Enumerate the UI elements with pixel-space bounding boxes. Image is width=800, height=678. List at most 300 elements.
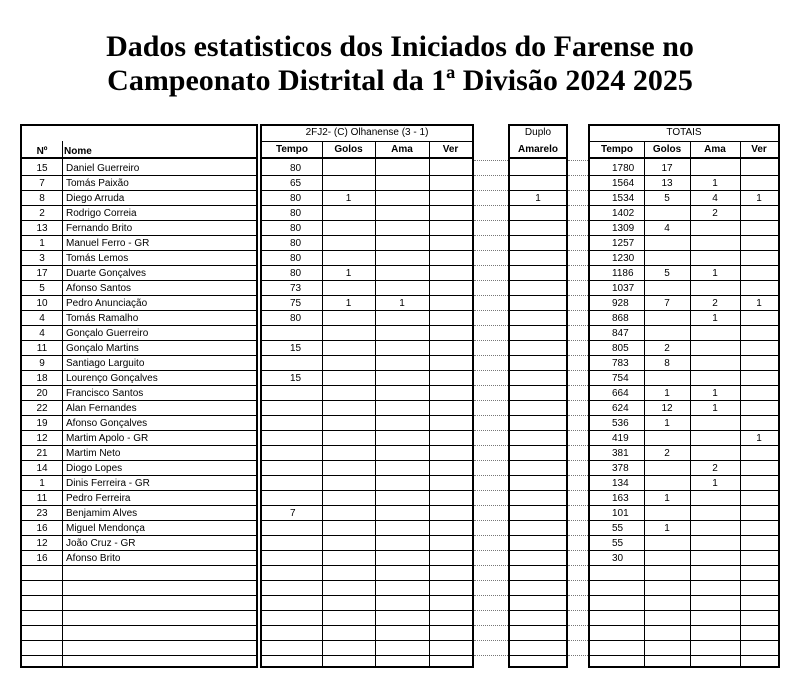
totais-col-header: Ver [751, 144, 767, 155]
totais-tempo-cell: 30 [612, 553, 624, 564]
table-row [510, 416, 566, 431]
game-col-header: Ama [391, 144, 413, 155]
table-row [590, 266, 778, 281]
table-row [590, 341, 778, 356]
totais-tempo-cell: 1564 [612, 178, 635, 189]
table-row [262, 371, 472, 386]
game-golos-cell: 1 [345, 298, 352, 309]
duplo-amarelo-cell: 1 [535, 193, 541, 204]
player-number: 7 [39, 178, 45, 189]
row-divider [510, 640, 566, 641]
player-name: Lourenço Gonçalves [66, 373, 158, 384]
table-row [590, 191, 778, 206]
row-connector [568, 160, 588, 161]
row-connector [568, 490, 588, 491]
totais-ama-cell: 4 [712, 193, 718, 204]
game-ama-cell: 1 [399, 298, 405, 309]
row-connector [474, 250, 508, 251]
player-number: 1 [39, 238, 45, 249]
totais-golos-cell: 13 [661, 178, 673, 189]
table-row [22, 341, 256, 356]
table-row [262, 266, 472, 281]
table-row [590, 461, 778, 476]
table-row [590, 521, 778, 536]
game-tempo-cell: 65 [290, 178, 302, 189]
totais-ama-cell: 1 [712, 388, 718, 399]
table-row [590, 311, 778, 326]
table-row [22, 266, 256, 281]
table-row [510, 551, 566, 566]
totais-tempo-cell: 536 [612, 418, 629, 429]
row-connector [568, 190, 588, 191]
row-divider [590, 625, 778, 626]
player-number: 9 [39, 358, 45, 369]
row-divider [262, 595, 472, 596]
player-number: 8 [39, 193, 45, 204]
table-row [590, 371, 778, 386]
row-divider [510, 610, 566, 611]
totais-tempo-cell: 134 [612, 478, 629, 489]
table-row [22, 551, 256, 566]
player-name: Tomás Ramalho [66, 313, 139, 324]
row-connector [568, 550, 588, 551]
page-title [0, 30, 800, 98]
player-number: 17 [36, 268, 48, 279]
player-number: 22 [36, 403, 48, 414]
row-divider [590, 640, 778, 641]
table-row [22, 401, 256, 416]
totais-tempo-cell: 101 [612, 508, 629, 519]
totais-tempo-cell: 1037 [612, 283, 635, 294]
table-row [22, 416, 256, 431]
totais-ama-cell: 1 [712, 478, 718, 489]
row-divider [510, 655, 566, 656]
row-connector [474, 490, 508, 491]
table-row [22, 371, 256, 386]
row-connector [568, 265, 588, 266]
row-divider [262, 655, 472, 656]
table-row [590, 206, 778, 221]
table-row [510, 341, 566, 356]
totais-ver-cell: 1 [756, 298, 762, 309]
row-connector [474, 610, 508, 611]
table-row [262, 326, 472, 341]
player-name: Santiago Larguito [66, 358, 145, 369]
game-tempo-cell: 80 [290, 238, 302, 249]
table-row [510, 461, 566, 476]
table-row [262, 536, 472, 551]
table-row [510, 266, 566, 281]
player-number: 16 [36, 553, 48, 564]
table-row [262, 476, 472, 491]
table-row [510, 236, 566, 251]
table-row [590, 491, 778, 506]
table-row [590, 176, 778, 191]
table-row [590, 431, 778, 446]
game-tempo-cell: 75 [290, 298, 302, 309]
game-tempo-cell: 15 [290, 373, 302, 384]
row-connector [474, 310, 508, 311]
table-row [590, 281, 778, 296]
table-row [22, 491, 256, 506]
table-row [262, 206, 472, 221]
table-row [510, 326, 566, 341]
row-divider [262, 610, 472, 611]
table-row [590, 506, 778, 521]
row-divider [262, 640, 472, 641]
row-connector [568, 460, 588, 461]
player-number: 3 [39, 253, 45, 264]
table-row [510, 536, 566, 551]
row-connector [568, 565, 588, 566]
totais-golos-cell: 1 [664, 493, 670, 504]
table-row [262, 521, 472, 536]
game-tempo-cell: 15 [290, 343, 302, 354]
row-connector [568, 430, 588, 431]
row-connector [568, 340, 588, 341]
row-connector [474, 280, 508, 281]
game-tempo-cell: 73 [290, 283, 302, 294]
player-name: Benjamim Alves [66, 508, 138, 519]
table-row [22, 326, 256, 341]
table-row [590, 356, 778, 371]
table-row [262, 491, 472, 506]
totais-tempo-cell: 378 [612, 463, 629, 474]
totais-tempo-cell: 1186 [612, 268, 634, 279]
totais-ama-cell: 1 [712, 403, 718, 414]
player-name: Tomás Paixão [66, 178, 129, 189]
totais-table [588, 124, 780, 668]
table-row [22, 386, 256, 401]
row-connector [568, 250, 588, 251]
table-row [22, 161, 256, 176]
row-divider [510, 580, 566, 581]
title-line-1: Dados estatisticos dos Iniciados do Farense no [106, 30, 694, 63]
row-divider [22, 640, 256, 641]
totais-golos-cell: 8 [664, 358, 670, 369]
totais-golos-cell: 4 [664, 223, 670, 234]
player-number: 14 [36, 463, 48, 474]
row-connector [568, 640, 588, 641]
table-row [590, 161, 778, 176]
row-connector [568, 625, 588, 626]
totais-col-header: Tempo [600, 144, 634, 155]
row-connector [568, 235, 588, 236]
table-row [590, 221, 778, 236]
table-row [262, 176, 472, 191]
player-number: 12 [36, 433, 48, 444]
player-name: Martim Apolo - GR [66, 433, 149, 444]
row-connector [568, 535, 588, 536]
player-name: Gonçalo Martins [66, 343, 139, 354]
totais-tempo-cell: 419 [612, 433, 629, 444]
totais-golos-cell: 17 [661, 163, 673, 174]
totais-golos-cell: 1 [664, 418, 670, 429]
totais-golos-cell: 5 [664, 268, 670, 279]
player-number: 5 [39, 283, 45, 294]
table-row [510, 296, 566, 311]
game-tempo-cell: 80 [290, 313, 302, 324]
table-row [262, 431, 472, 446]
table-row [510, 161, 566, 176]
player-name: Alan Fernandes [66, 403, 137, 414]
player-number: 23 [36, 508, 48, 519]
row-divider [22, 580, 256, 581]
player-name: Afonso Santos [66, 283, 132, 294]
row-connector [568, 175, 588, 176]
table-row [590, 551, 778, 566]
table-row [590, 401, 778, 416]
game-tempo-cell: 80 [290, 193, 302, 204]
row-connector [474, 505, 508, 506]
totais-col-header: Golos [652, 144, 682, 155]
row-connector [568, 400, 588, 401]
row-connector [568, 475, 588, 476]
game-tempo-cell: 80 [290, 268, 302, 279]
table-row [22, 476, 256, 491]
totais-ama-cell: 1 [712, 178, 718, 189]
table-row [262, 161, 472, 176]
row-connector [568, 280, 588, 281]
table-row [510, 521, 566, 536]
row-connector [474, 220, 508, 221]
row-connector [568, 205, 588, 206]
row-connector [474, 265, 508, 266]
player-name: Miguel Mendonça [66, 523, 145, 534]
totais-golos-cell: 1 [664, 388, 670, 399]
totais-tempo-cell: 868 [612, 313, 629, 324]
player-number: 13 [36, 223, 48, 234]
table-row [510, 311, 566, 326]
totais-tempo-cell: 1534 [612, 193, 635, 204]
totais-tempo-cell: 1402 [612, 208, 635, 219]
player-number: 19 [36, 418, 48, 429]
row-connector [568, 220, 588, 221]
table-row [510, 281, 566, 296]
table-row [262, 401, 472, 416]
player-name: Tomás Lemos [66, 253, 129, 264]
row-connector [568, 370, 588, 371]
totais-tempo-cell: 928 [612, 298, 629, 309]
player-number: 15 [36, 163, 48, 174]
table-row [262, 341, 472, 356]
table-row [22, 446, 256, 461]
duplo-header-line-2: Amarelo [517, 144, 558, 155]
row-divider [262, 580, 472, 581]
game-tempo-cell: 7 [290, 508, 296, 519]
row-connector [474, 205, 508, 206]
player-name: Gonçalo Guerreiro [66, 328, 149, 339]
row-connector [474, 385, 508, 386]
game-golos-cell: 1 [345, 193, 352, 204]
game-col-header: Tempo [275, 144, 309, 155]
header-divider [510, 157, 566, 159]
table-row [262, 311, 472, 326]
row-connector [474, 625, 508, 626]
header-divider [590, 157, 778, 159]
table-row [510, 371, 566, 386]
row-connector [474, 520, 508, 521]
table-row [590, 476, 778, 491]
table-row [22, 506, 256, 521]
row-connector [474, 430, 508, 431]
table-row [22, 251, 256, 266]
player-number: 12 [36, 538, 48, 549]
row-connector [474, 370, 508, 371]
totais-tempo-cell: 55 [612, 538, 624, 549]
title-line-2: Campeonato Distrital da 1ª Divisão 2024 2025 [107, 64, 693, 97]
row-connector [474, 295, 508, 296]
table-row [510, 386, 566, 401]
player-name: Fernando Brito [66, 223, 133, 234]
table-row [510, 191, 566, 206]
totais-tempo-cell: 1257 [612, 238, 635, 249]
table-row [590, 386, 778, 401]
player-number: 2 [39, 208, 45, 219]
totais-ama-cell: 2 [712, 208, 718, 219]
game-table [260, 124, 474, 668]
row-connector [474, 415, 508, 416]
table-row [590, 326, 778, 341]
player-number: 18 [36, 373, 48, 384]
table-row [262, 221, 472, 236]
table-row [262, 506, 472, 521]
row-connector [568, 385, 588, 386]
table-row [510, 176, 566, 191]
table-row [22, 356, 256, 371]
table-row [590, 416, 778, 431]
header-divider [22, 157, 256, 159]
duplo-amarelo-table [508, 124, 568, 668]
totais-tempo-cell: 754 [612, 373, 629, 384]
player-number: 1 [39, 478, 45, 489]
totais-ama-cell: 2 [712, 298, 718, 309]
header-divider [262, 157, 472, 159]
table-row [22, 191, 256, 206]
table-row [22, 206, 256, 221]
totais-header: TOTAIS [666, 127, 702, 138]
row-connector [474, 640, 508, 641]
player-number: 21 [36, 448, 48, 459]
table-row [510, 206, 566, 221]
table-row [22, 296, 256, 311]
header-divider [590, 141, 778, 142]
row-connector [474, 400, 508, 401]
table-row [590, 296, 778, 311]
table-row [262, 296, 472, 311]
game-tempo-cell: 80 [290, 163, 302, 174]
game-header: 2FJ2- (C) Olhanense (3 - 1) [305, 127, 429, 138]
totais-golos-cell: 2 [664, 448, 670, 459]
row-divider [510, 595, 566, 596]
player-number: 10 [36, 298, 48, 309]
row-connector [568, 655, 588, 656]
player-number: 20 [36, 388, 48, 399]
player-name: Afonso Gonçalves [66, 418, 148, 429]
table-row [510, 221, 566, 236]
table-row [22, 536, 256, 551]
table-row [262, 191, 472, 206]
player-name: Dinis Ferreira - GR [66, 478, 150, 489]
totais-golos-cell: 12 [661, 403, 673, 414]
table-row [262, 236, 472, 251]
header-num: Nº [36, 146, 48, 157]
totais-tempo-cell: 1309 [612, 223, 635, 234]
table-row [22, 521, 256, 536]
game-golos-cell: 1 [345, 268, 352, 279]
table-row [262, 356, 472, 371]
table-row [510, 491, 566, 506]
table-row [22, 311, 256, 326]
totais-golos-cell: 2 [664, 343, 670, 354]
header-divider [262, 141, 472, 142]
row-connector [474, 655, 508, 656]
player-name: Francisco Santos [66, 388, 144, 399]
totais-ama-cell: 1 [712, 268, 718, 279]
totais-tempo-cell: 163 [612, 493, 629, 504]
player-number: 4 [39, 313, 45, 324]
totais-golos-cell: 7 [664, 298, 670, 309]
totais-tempo-cell: 55 [612, 523, 624, 534]
players-table [20, 124, 258, 668]
player-name: Afonso Brito [66, 553, 121, 564]
table-row [262, 446, 472, 461]
player-name: Pedro Ferreira [66, 493, 131, 504]
table-row [22, 221, 256, 236]
row-connector [568, 295, 588, 296]
row-divider [22, 610, 256, 611]
player-number: 16 [36, 523, 48, 534]
table-row [510, 431, 566, 446]
row-connector [568, 445, 588, 446]
row-connector [474, 460, 508, 461]
player-number: 11 [36, 493, 48, 504]
player-name: Pedro Anunciação [66, 298, 148, 309]
totais-tempo-cell: 805 [612, 343, 629, 354]
totais-tempo-cell: 1230 [612, 253, 635, 264]
totais-tempo-cell: 624 [612, 403, 629, 414]
row-connector [474, 580, 508, 581]
row-connector [474, 355, 508, 356]
table-row [510, 401, 566, 416]
row-divider [22, 595, 256, 596]
row-connector [568, 505, 588, 506]
player-name: Daniel Guerreiro [66, 163, 140, 174]
table-row [262, 281, 472, 296]
totais-col-header: Ama [704, 144, 726, 155]
row-divider [22, 625, 256, 626]
table-row [22, 176, 256, 191]
totais-golos-cell: 5 [664, 193, 670, 204]
totais-golos-cell: 1 [664, 523, 670, 534]
row-connector [474, 190, 508, 191]
row-connector [474, 445, 508, 446]
row-divider [510, 625, 566, 626]
totais-ama-cell: 1 [712, 313, 718, 324]
player-name: Martim Neto [66, 448, 121, 459]
game-tempo-cell: 80 [290, 253, 302, 264]
row-connector [474, 565, 508, 566]
row-connector [568, 310, 588, 311]
table-row [590, 536, 778, 551]
totais-tempo-cell: 1780 [612, 163, 635, 174]
row-divider [262, 625, 472, 626]
totais-tempo-cell: 664 [612, 388, 629, 399]
row-connector [568, 415, 588, 416]
row-connector [568, 355, 588, 356]
game-col-header: Golos [334, 144, 363, 155]
player-name: Duarte Gonçalves [66, 268, 147, 279]
